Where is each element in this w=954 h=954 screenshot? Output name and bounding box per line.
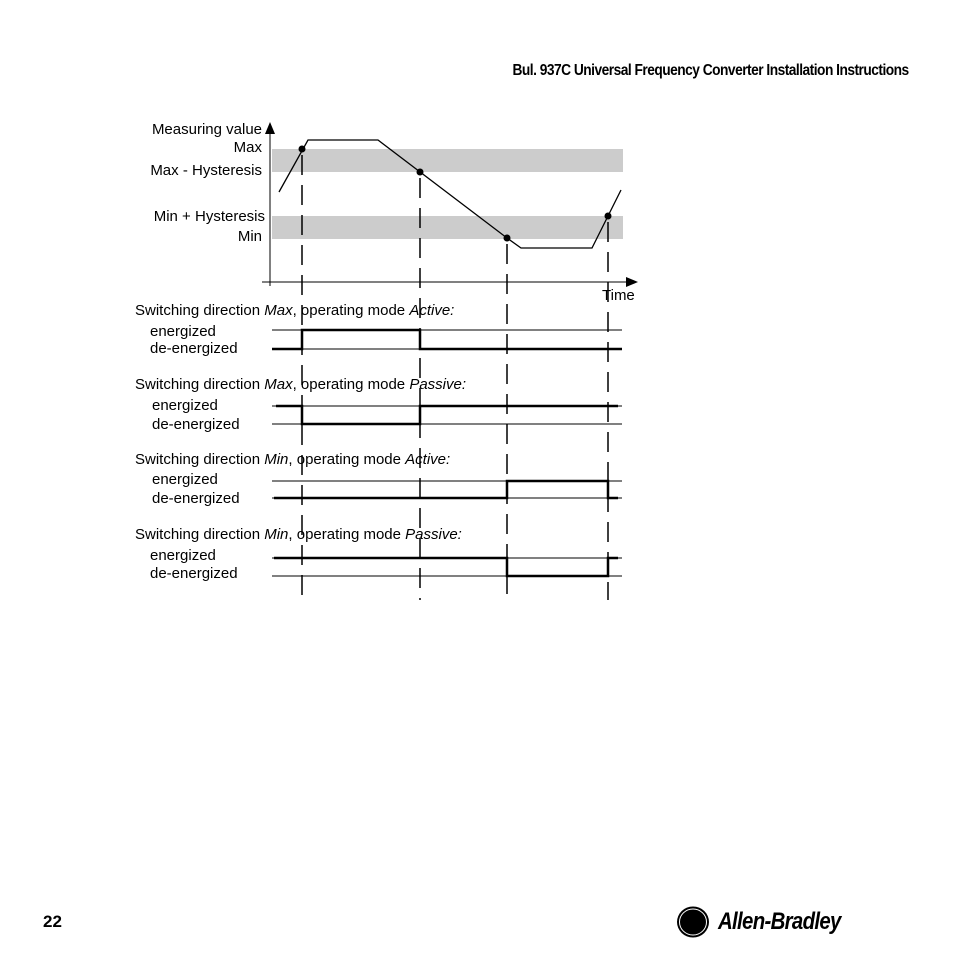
allen-bradley-brand [676, 904, 862, 940]
energized-label: energized [152, 471, 218, 488]
panel-max-passive [135, 376, 622, 433]
level-label-max: Max [233, 139, 262, 156]
min-hysteresis-band [272, 216, 623, 239]
relay-state-trace [274, 481, 618, 498]
panel-title: Switching direction Max, operating mode Passive: [135, 376, 467, 393]
panel-max-active [135, 302, 622, 357]
relay-state-trace [274, 558, 618, 576]
ab-logo-icon [676, 905, 710, 939]
level-label-min-hysteresis: Min + Hysteresis [153, 208, 265, 225]
energized-label: energized [152, 397, 218, 414]
x-axis-arrow-icon [626, 277, 638, 287]
panel-min-active [135, 451, 622, 507]
panel-title: Switching direction Max, operating mode Active: [135, 302, 455, 319]
energized-label: energized [150, 323, 216, 340]
relay-state-trace [276, 406, 618, 424]
brand-name: Allen-Bradley [718, 908, 841, 935]
deenergized-label: de-energized [152, 416, 240, 433]
deenergized-label: de-energized [150, 565, 238, 582]
panel-title: Switching direction Min, operating mode Active: [135, 451, 451, 468]
panel-title: Switching direction Min, operating mode Passive: [135, 526, 462, 543]
deenergized-label: de-energized [152, 490, 240, 507]
y-axis-label: Measuring value [151, 121, 262, 138]
switch-point-3 [504, 235, 511, 242]
panel-min-passive [135, 526, 622, 582]
svg-text:AB: AB [682, 913, 704, 930]
relay-state-trace [272, 330, 622, 349]
switch-point-2 [417, 169, 424, 176]
page-number: 22 [43, 912, 62, 931]
document-header-title: Bul. 937C Universal Frequency Converter Installation Instructions [512, 62, 909, 79]
level-label-max-hysteresis: Max - Hysteresis [150, 162, 262, 179]
y-axis-arrow-icon [265, 122, 275, 134]
max-hysteresis-band [272, 149, 623, 172]
switch-point-1 [299, 146, 306, 153]
energized-label: energized [150, 547, 216, 564]
deenergized-label: de-energized [150, 340, 238, 357]
switch-point-4 [605, 213, 612, 220]
x-axis-label: Time [602, 287, 635, 304]
level-label-min: Min [237, 228, 262, 245]
